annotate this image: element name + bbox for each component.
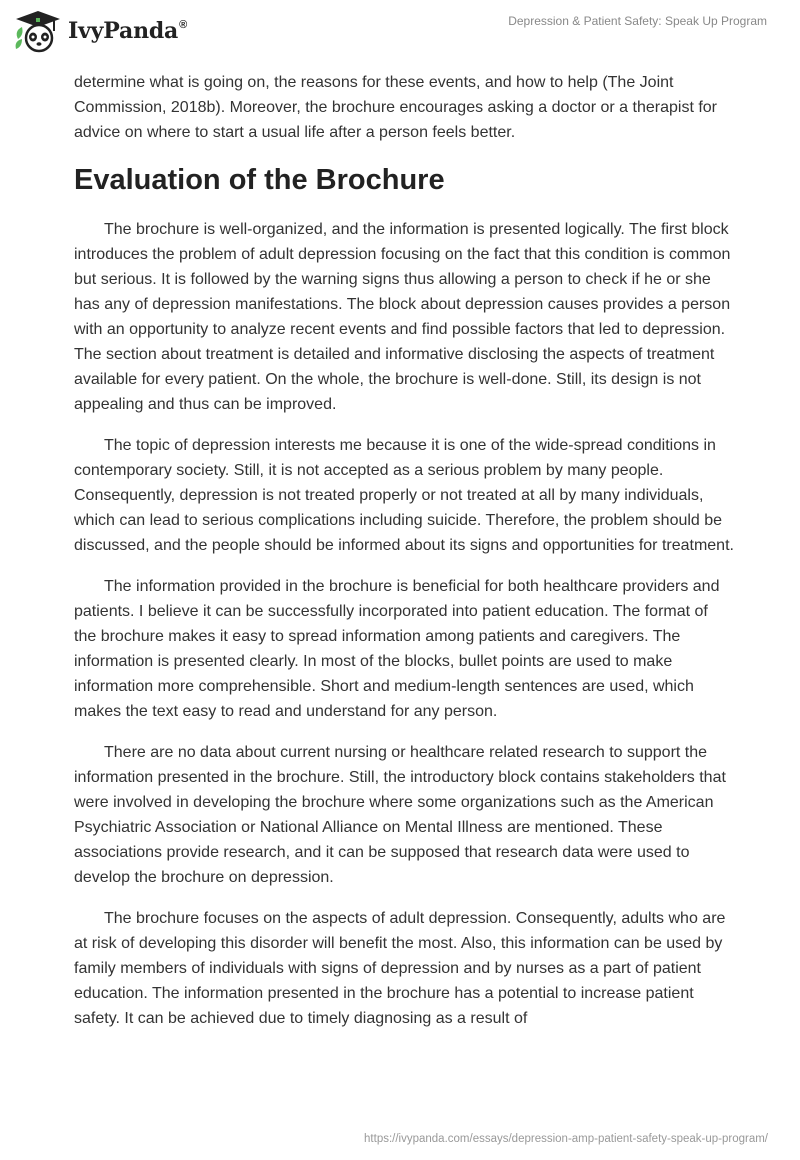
page-header <box>0 0 800 64</box>
section-heading: Evaluation of the Brochure <box>74 164 445 196</box>
paragraph-5: The brochure focuses on the aspects of adult depression. Consequently, adults who are at risk of developing this disorder will benefit the most. Also, this information can be used by family members of individuals with signs of depression and by nurses as a part of patient education. The information presented in the brochure has a potential to increase patient safety. It can be achieved due to timely diagnosing as a result of <box>74 910 726 1027</box>
essay-body <box>74 70 734 1047</box>
paragraph-3: The information provided in the brochure is beneficial for both healthcare providers and patients. I believe it can be successfully incorporated into patient education. The format of the brochure makes it easy to spread information among patients and caregivers. The information is presented clearly. In most of the blocks, bullet points are used to make information more comprehensible. Short and medium-length sentences are used, which makes the text easy to read and understand for any person. <box>74 578 720 720</box>
paragraph-4: There are no data about current nursing or healthcare related research to support the information presented in the brochure. Still, the introductory block contains stakeholders that were involved in developing the brochure where some organizations such as the American Psychiatric Association or National Alliance on Mental Illness are mentioned. These associations provide research, and it can be supposed that research data were used to develop the brochure on depression. <box>74 744 726 886</box>
brand-name: IvyPanda® <box>68 18 188 44</box>
panda-graduation-cap-icon <box>14 9 62 53</box>
source-url-link[interactable]: https://ivypanda.com/essays/depression-amp-patient-safety-speak-up-program/ <box>364 1133 768 1145</box>
paragraph-1: The brochure is well-organized, and the information is presented logically. The first block introduces the problem of adult depression focusing on the fact that this condition is common but serious. It is followed by the warning signs thus allowing a person to check if he or she has any of depression manifestations. The block about depression causes provides a person with an opportunity to analyze recent events and find possible factors that led to depression. The section about treatment is detailed and informative disclosing the aspects of treatment available for every patient. On the whole, the brochure is well-done. Still, its design is not appealing and thus can be improved. <box>74 221 731 413</box>
registered-mark: ® <box>179 19 188 31</box>
document-title: Depression & Patient Safety: Speak Up Program <box>508 14 767 28</box>
paragraph-2: The topic of depression interests me because it is one of the wide-spread conditions in contemporary society. Still, it is not accepted as a serious problem by many people. Consequently, depression is not treated properly or not treated at all by many individuals, which can lead to serious complications including suicide. Therefore, the problem should be discussed, and the people should be informed about its signs and opportunities for treatment. <box>74 437 734 554</box>
brand-logo[interactable] <box>14 9 187 53</box>
intro-paragraph: determine what is going on, the reasons for these events, and how to help (The Joint Commission, 2018b). Moreover, the brochure encourages asking a doctor or a therapist for advice on where to start a usual life after a person feels better. <box>74 74 717 141</box>
